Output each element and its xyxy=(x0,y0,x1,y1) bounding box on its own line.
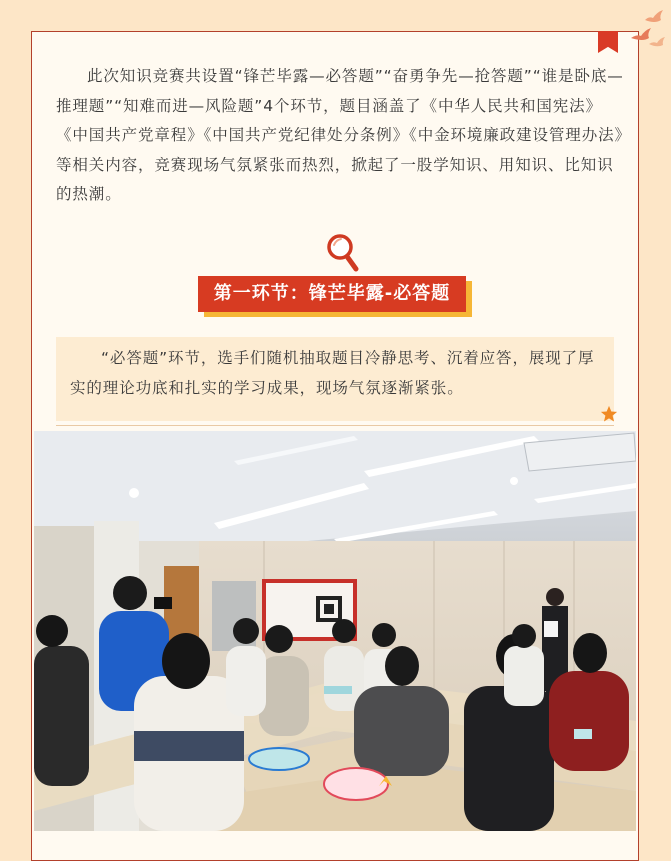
section-heading: 第一环节：锋芒毕露-必答题 xyxy=(198,276,466,312)
event-photo xyxy=(34,431,636,831)
section-description: “必答题”环节，选手们随机抽取题目冷静思考、沉着应答，展现了厚实的理论功底和扎实的学习成果，现场气氛逐渐紧张。 xyxy=(70,349,595,397)
intro-paragraph: 此次知识竞赛共设置“锋芒毕露—必答题”“奋勇争先—抢答题”“谁是卧底—推理题”“知难而进—风险题”4个环节，题目涵盖了《中华人民共和国宪法》《中国共产党章程》《中国共产党纪律处分条例》《中金环境廉政建设管理办法》等相关内容，竞赛现场气氛紧张而热烈，掀起了一股学知识、用知识、比知识的热潮。 xyxy=(56,67,624,203)
magnifier-icon xyxy=(326,233,360,273)
section-divider xyxy=(56,425,614,426)
dove-icon xyxy=(627,8,667,52)
star-icon xyxy=(600,405,618,423)
